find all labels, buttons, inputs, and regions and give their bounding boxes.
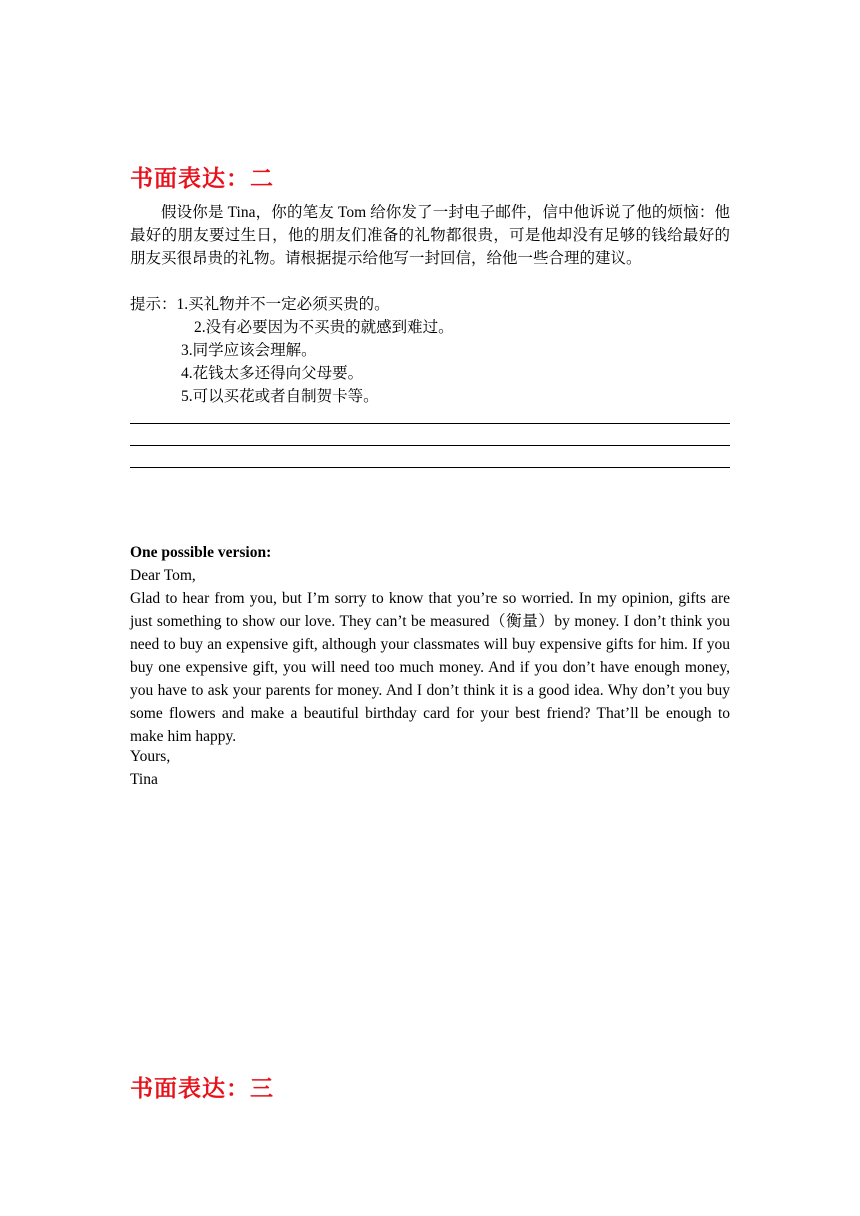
hint-item: 2.没有必要因为不买贵的就感到难过。 [194, 319, 454, 336]
hint-item: 3.同学应该会理解。 [181, 342, 317, 359]
letter-closing: Yours, [130, 748, 171, 765]
answer-rule-line [130, 423, 730, 424]
section-two-heading: 书面表达：二 [130, 166, 274, 192]
section-three-heading: 书面表达：三 [130, 1076, 274, 1102]
answer-rule-line [130, 445, 730, 446]
hint-item: 5.可以买花或者自制贺卡等。 [181, 388, 379, 405]
hint-item: 4.花钱太多还得向父母要。 [181, 365, 364, 382]
letter-body: Glad to hear from you, but I’m sorry to know that you’re so worried. In my opinion, gifts are just something to show our love. They can’t be measured（衡量）by money. I don’t think you need to buy an expensive gift, although your classmates will buy expensive gifts for him. If you buy one expensive gift, you will need too much money. And if you don’t have enough money, you have to ask your parents for money. And I don’t think it is a good idea. Why don’t you buy some flowers and make a beautiful birthday card for your best friend? That’ll be enough to make him happy. [130, 590, 730, 745]
answer-rule-line [130, 467, 730, 468]
letter-salutation: Dear Tom, [130, 567, 196, 584]
letter-signature: Tina [130, 771, 158, 788]
writing-prompt: 假设你是 Tina，你的笔友 Tom 给你发了一封电子邮件，信中他诉说了他的烦恼：他最好的朋友要过生日，他的朋友们准备的礼物都很贵，可是他却没有足够的钱给最好的朋友买很昂贵的礼物。请根据提示给他写一封回信，给他一些合理的建议。 [130, 204, 730, 267]
answer-title: One possible version: [130, 544, 272, 561]
hint-item: 提示：1.买礼物并不一定必须买贵的。 [130, 296, 390, 313]
